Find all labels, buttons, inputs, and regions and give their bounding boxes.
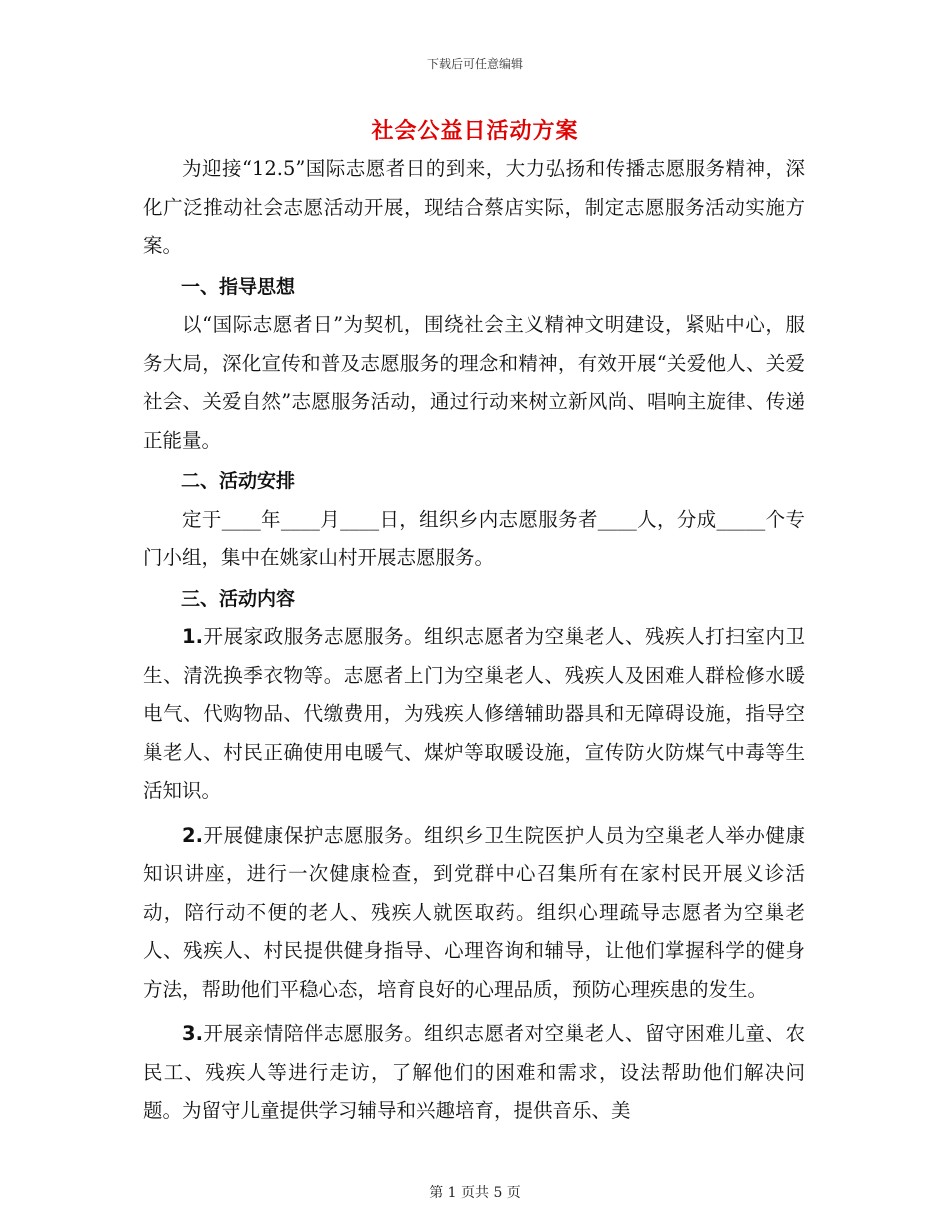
list-item-3 [143,1015,805,1131]
document-body [143,150,805,1131]
paragraph-arrangement: 定于____年____月____日，组织乡内志愿服务者____人，分成_____个专门小组，集中在姚家山村开展志愿服务。 [143,507,805,569]
list-item-2 [143,817,805,1010]
paragraph-guiding: 以“国际志愿者日”为契机，围绕社会主义精神文明建设，紧贴中心，服务大局，深化宣传和普及志愿服务的理念和精神，有效开展“关爱他人、关爱社会、关爱自然”志愿服务活动，通过行动来树立新风尚、唱响主旋律、传递正能量。 [143,313,805,452]
section-heading-1: 一、指导思想 [181,275,296,298]
list-item-2-text: 开展健康保护志愿服务。组织乡卫生院医护人员为空巢老人举办健康知识讲座，进行一次健康检查，到党群中心召集所有在家村民开展义诊活动，陪行动不便的老人、残疾人就医取药。组织心理疏导志愿者为空巢老人、残疾人、村民提供健身指导、心理咨询和辅导，让他们掌握科学的健身方法，帮助他们平稳心态，培育良好的心理品质，预防心理疾患的发生。 [143,823,805,1001]
list-item-3-text: 开展亲情陪伴志愿服务。组织志愿者对空巢老人、留守困难儿童、农民工、残疾人等进行走访，了解他们的困难和需求，设法帮助他们解决问题。为留守儿童提供学习辅导和兴趣培育，提供音乐、美 [143,1022,805,1122]
list-item-1 [143,618,805,811]
list-item-1-text: 开展家政服务志愿服务。组织志愿者为空巢老人、残疾人打扫室内卫生、清洗换季衣物等。志愿者上门为空巢老人、残疾人及困难人群检修水暖电气、代购物品、代缴费用，为残疾人修缮辅助器具和无障碍设施，指导空巢老人、村民正确使用电暖气、煤炉等取暖设施，宣传防火防煤气中毒等生活知识。 [143,625,805,802]
intro-paragraph: 为迎接“12.5”国际志愿者日的到来，大力弘扬和传播志愿服务精神，深化广泛推动社会志愿活动开展，现结合蔡店实际，制定志愿服务活动实施方案。 [143,157,805,257]
list-item-2-number: 2. [182,823,203,847]
list-item-3-number: 3. [182,1022,203,1045]
page-number-footer: 第 1 页共 5 页 [429,1185,521,1201]
section-heading-3: 三、活动内容 [181,587,296,610]
list-item-1-number: 1. [182,625,203,648]
document-title: 社会公益日活动方案 [371,118,579,144]
section-heading-2: 二、活动安排 [181,470,296,492]
page-header-note: 下载后可任意编辑 [426,57,523,71]
